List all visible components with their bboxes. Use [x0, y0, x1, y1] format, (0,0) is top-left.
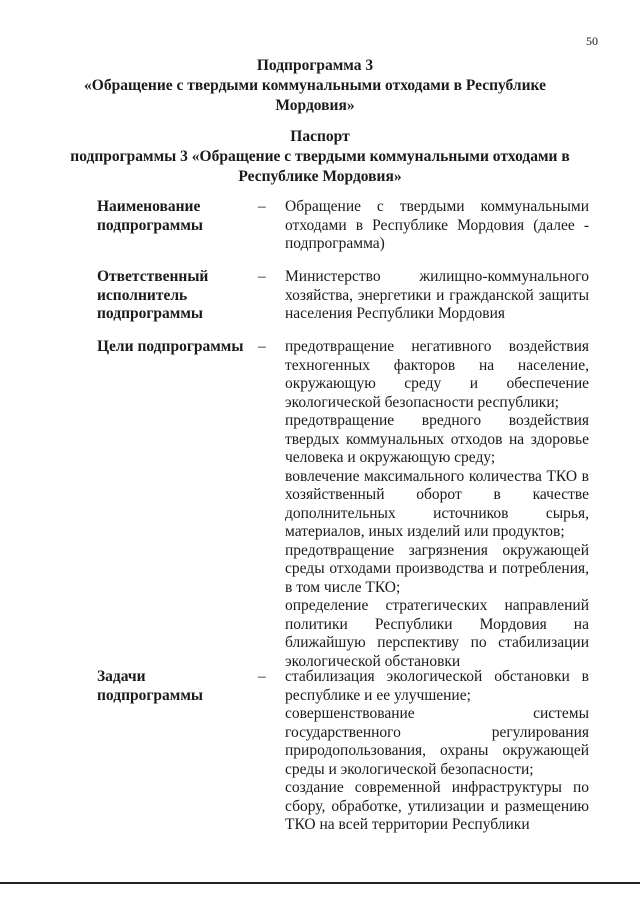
row-dash: –: [258, 668, 266, 685]
row-paragraph: стабилизация экологической обстановки в республике и ее улучшение;: [285, 668, 589, 704]
page-number: 50: [586, 34, 598, 48]
row-paragraph: вовлечение максимального количества ТКО в хозяйственный оборот в качестве дополнительных источников сырья, материалов, иных изделий или продуктов;: [285, 467, 589, 540]
row-paragraph: предотвращение загрязнения окружающей среды отходами производства и потребления, в том числе ТКО;: [285, 541, 589, 596]
subprogram-title-line2: «Обращение с твердыми коммунальными отходами в Республике Мордовия»: [84, 77, 546, 114]
row-text: [285, 338, 589, 671]
row-label: Наименование подпрограммы: [97, 198, 204, 234]
row-text: [285, 198, 589, 254]
subprogram-title-line1: Подпрограмма 3: [256, 57, 374, 74]
row-label: Цели подпрограммы: [97, 338, 244, 355]
row-text: [285, 668, 589, 835]
bottom-rule: [0, 882, 640, 884]
row-paragraph: Министерство жилищно-коммунального хозяйства, энергетики и гражданской защиты населения Республики Мордовия: [285, 268, 589, 322]
row-label: Ответственный исполнитель подпрограммы: [97, 268, 209, 322]
row-paragraph: определение стратегических направлений политики Республики Мордовия на ближайшую перспективу по стабилизации экологической обстановки: [285, 597, 589, 670]
row-paragraph: Обращение с твердыми коммунальными отходами в Республике Мордовия (далее - подпрограмма): [285, 198, 589, 252]
row-paragraph: предотвращение негативного воздействия техногенных факторов на население, окружающую среду и обеспечение экологической безопасности республики;: [285, 338, 589, 411]
subprogram-title: [80, 56, 550, 116]
row-paragraph: предотвращение вредного воздействия твердых коммунальных отходов на здоровье человека и окружающую среду;: [285, 412, 589, 466]
row-label: Задачи подпрограммы: [97, 668, 204, 704]
row-dash: –: [258, 338, 266, 355]
passport-heading-block: [70, 127, 570, 187]
row-paragraph: совершенствование системы государственного регулирования природопользования, охраны окружающей среды и экологической безопасности;: [285, 705, 589, 778]
row-paragraph: создание современной инфраструктуры по сбору, обработке, утилизации и размещению ТКО на всей территории Республики: [285, 779, 589, 833]
row-text: [285, 268, 589, 324]
passport-subheading-line1: подпрограммы 3 «Обращение с твердыми коммунальными отходами в: [70, 148, 570, 165]
row-dash: –: [258, 268, 266, 285]
passport-heading: Паспорт: [290, 128, 350, 145]
passport-subheading-line2: Республике Мордовия»: [238, 168, 402, 185]
row-dash: –: [258, 198, 266, 215]
